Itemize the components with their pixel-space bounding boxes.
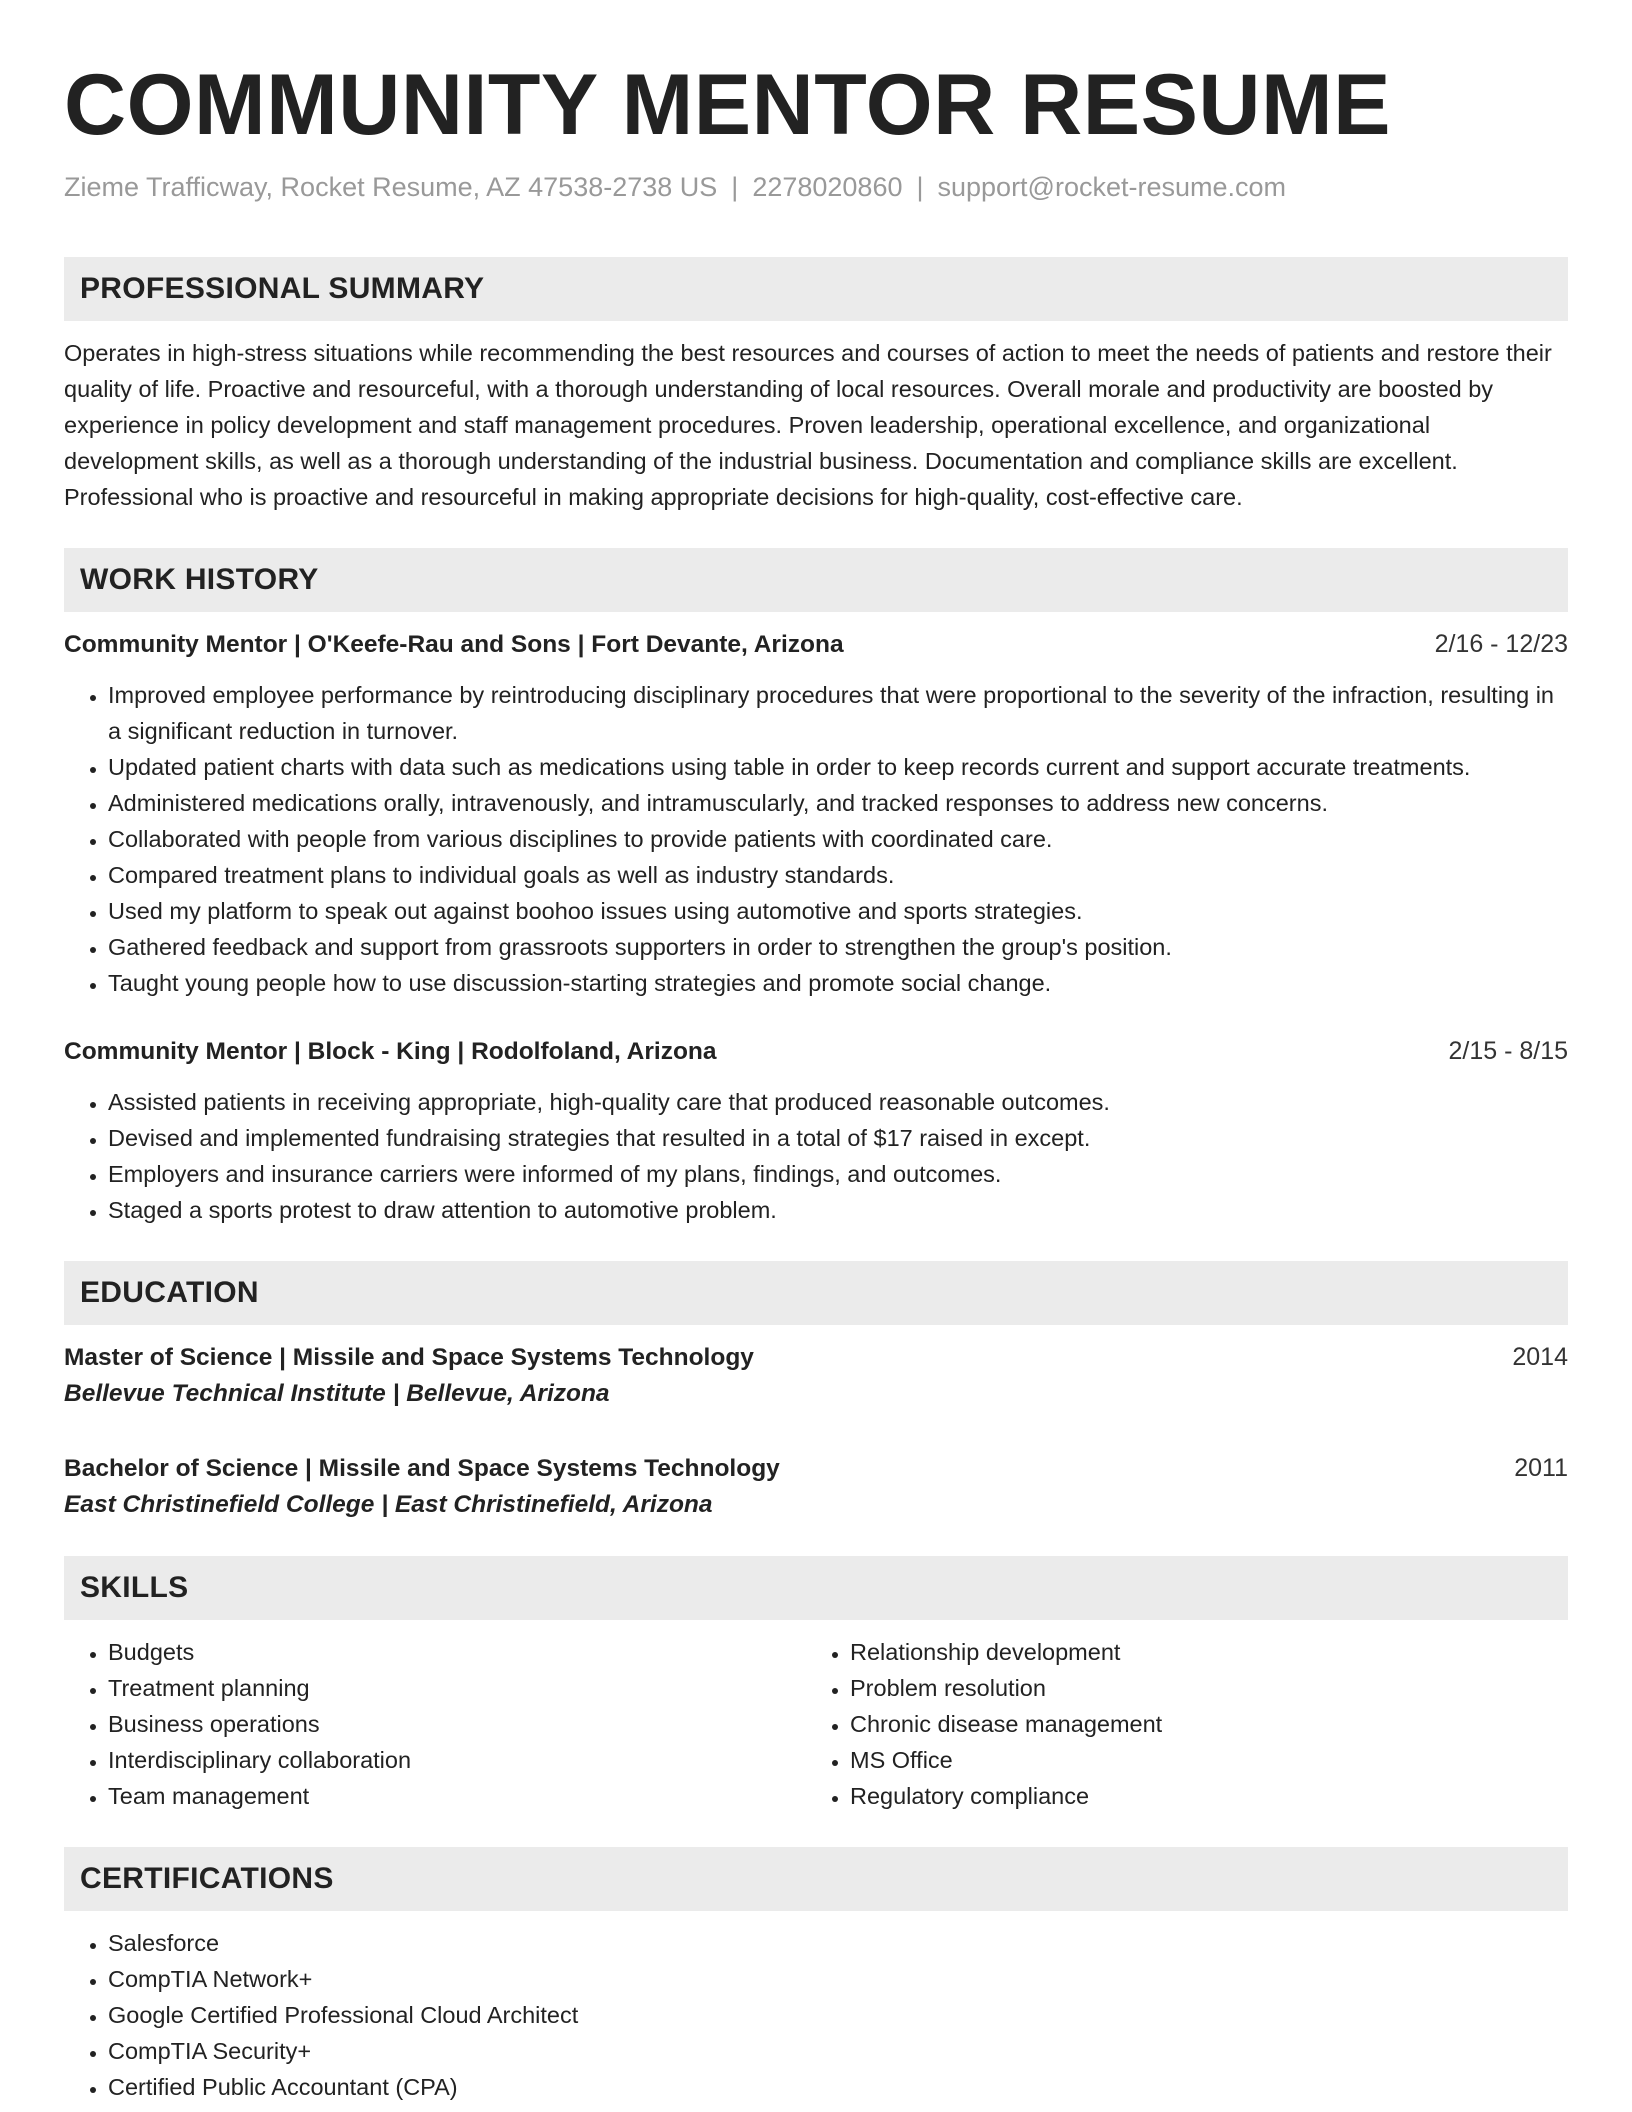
skill-item: • Budgets bbox=[108, 1634, 806, 1670]
contact-address: Zieme Trafficway, Rocket Resume, AZ 47538-2738 US bbox=[64, 172, 718, 202]
job-dates: 2/15 - 8/15 bbox=[1448, 1037, 1568, 1065]
resume-title: COMMUNITY MENTOR RESUME bbox=[64, 57, 1392, 153]
job-duty: • Administered medications orally, intravenously, and intramuscularly, and tracked responses to address new concerns. bbox=[108, 785, 1568, 821]
job-header bbox=[64, 1033, 1568, 1070]
job-duties bbox=[64, 677, 1568, 1001]
graduation-year: 2014 bbox=[1512, 1343, 1568, 1371]
skills-list-left bbox=[64, 1634, 806, 1814]
section-header-education: EDUCATION bbox=[64, 1261, 1568, 1325]
job-entry bbox=[64, 626, 1568, 1001]
skill-item: • MS Office bbox=[850, 1742, 1548, 1778]
job-dates: 2/16 - 12/23 bbox=[1434, 630, 1568, 658]
education-entry bbox=[64, 1339, 1568, 1412]
job-duty: • Collaborated with people from various disciplines to provide patients with coordinated care. bbox=[108, 821, 1568, 857]
job-duty: • Staged a sports protest to draw attention to automotive problem. bbox=[108, 1192, 1568, 1228]
contact-email: support@rocket-resume.com bbox=[937, 172, 1287, 202]
skill-item: • Treatment planning bbox=[108, 1670, 806, 1706]
school-name: Bellevue Technical Institute | Bellevue, Arizona bbox=[64, 1380, 610, 1407]
skill-item: • Relationship development bbox=[850, 1634, 1548, 1670]
certification-item: • CompTIA Security+ bbox=[108, 2033, 1568, 2069]
resume-page bbox=[64, 0, 1568, 2105]
contact-line bbox=[64, 169, 1568, 205]
degree: Bachelor of Science | Missile and Space Systems Technology bbox=[64, 1455, 780, 1482]
job-duty: • Employers and insurance carriers were informed of my plans, findings, and outcomes. bbox=[108, 1156, 1568, 1192]
skill-item: • Interdisciplinary collaboration bbox=[108, 1742, 806, 1778]
education-header bbox=[64, 1450, 1568, 1487]
job-duty: • Devised and implemented fundraising strategies that resulted in a total of $17 raised in except. bbox=[108, 1120, 1568, 1156]
section-header-work-history: WORK HISTORY bbox=[64, 548, 1568, 612]
contact-separator: | bbox=[916, 172, 924, 202]
skill-item: • Team management bbox=[108, 1778, 806, 1814]
job-duty: • Used my platform to speak out against boohoo issues using automotive and sports strategies. bbox=[108, 893, 1568, 929]
certification-item: • Google Certified Professional Cloud Architect bbox=[108, 1997, 1568, 2033]
skill-item: • Business operations bbox=[108, 1706, 806, 1742]
summary-text: Operates in high-stress situations while recommending the best resources and courses of action to meet the needs of patients and restore their quality of life. Proactive and resourceful, with a thorough understanding of local resources. Overall morale and productivity are boosted by experience in policy development and staff management procedures. Proven leadership, operational excellence, and organizational development skills, as well as a thorough understanding of the industrial business. Documentation and compliance skills are excellent. Professional who is proactive and resourceful in making appropriate decisions for high-quality, cost-effective care. bbox=[64, 340, 1552, 510]
job-entry bbox=[64, 1033, 1568, 1228]
contact-separator: | bbox=[731, 172, 739, 202]
job-title: Community Mentor | Block - King | Rodolfoland, Arizona bbox=[64, 1038, 717, 1065]
job-title: Community Mentor | O'Keefe-Rau and Sons | Fort Devante, Arizona bbox=[64, 631, 844, 658]
contact-phone: 2278020860 bbox=[752, 172, 903, 202]
job-duty: • Updated patient charts with data such as medications using table in order to keep records current and support accurate treatments. bbox=[108, 749, 1568, 785]
certification-item: • CompTIA Network+ bbox=[108, 1961, 1568, 1997]
certification-item: • Certified Public Accountant (CPA) bbox=[108, 2069, 1568, 2105]
job-duty: • Taught young people how to use discussion-starting strategies and promote social change. bbox=[108, 965, 1568, 1001]
certification-item: • Salesforce bbox=[108, 1925, 1568, 1961]
skill-item: • Chronic disease management bbox=[850, 1706, 1548, 1742]
section-header-skills: SKILLS bbox=[64, 1556, 1568, 1620]
skills-columns bbox=[64, 1634, 1568, 1814]
graduation-year: 2011 bbox=[1514, 1454, 1568, 1482]
job-duty: • Improved employee performance by reintroducing disciplinary procedures that were proportional to the severity of the infraction, resulting in a significant reduction in turnover. bbox=[108, 677, 1568, 749]
certifications-list bbox=[64, 1925, 1568, 2105]
skill-item: • Problem resolution bbox=[850, 1670, 1548, 1706]
job-duty: • Gathered feedback and support from grassroots supporters in order to strengthen the group's position. bbox=[108, 929, 1568, 965]
section-header-summary: PROFESSIONAL SUMMARY bbox=[64, 257, 1568, 321]
job-duty: • Assisted patients in receiving appropriate, high-quality care that produced reasonable outcomes. bbox=[108, 1084, 1568, 1120]
job-duty: • Compared treatment plans to individual goals as well as industry standards. bbox=[108, 857, 1568, 893]
skills-list-right bbox=[806, 1634, 1548, 1814]
job-header bbox=[64, 626, 1568, 663]
section-header-certifications: CERTIFICATIONS bbox=[64, 1847, 1568, 1911]
degree: Master of Science | Missile and Space Systems Technology bbox=[64, 1344, 754, 1371]
job-duties bbox=[64, 1084, 1568, 1228]
skill-item: • Regulatory compliance bbox=[850, 1778, 1548, 1814]
education-entry bbox=[64, 1450, 1568, 1523]
education-header bbox=[64, 1339, 1568, 1376]
school-name: East Christinefield College | East Christinefield, Arizona bbox=[64, 1491, 713, 1518]
